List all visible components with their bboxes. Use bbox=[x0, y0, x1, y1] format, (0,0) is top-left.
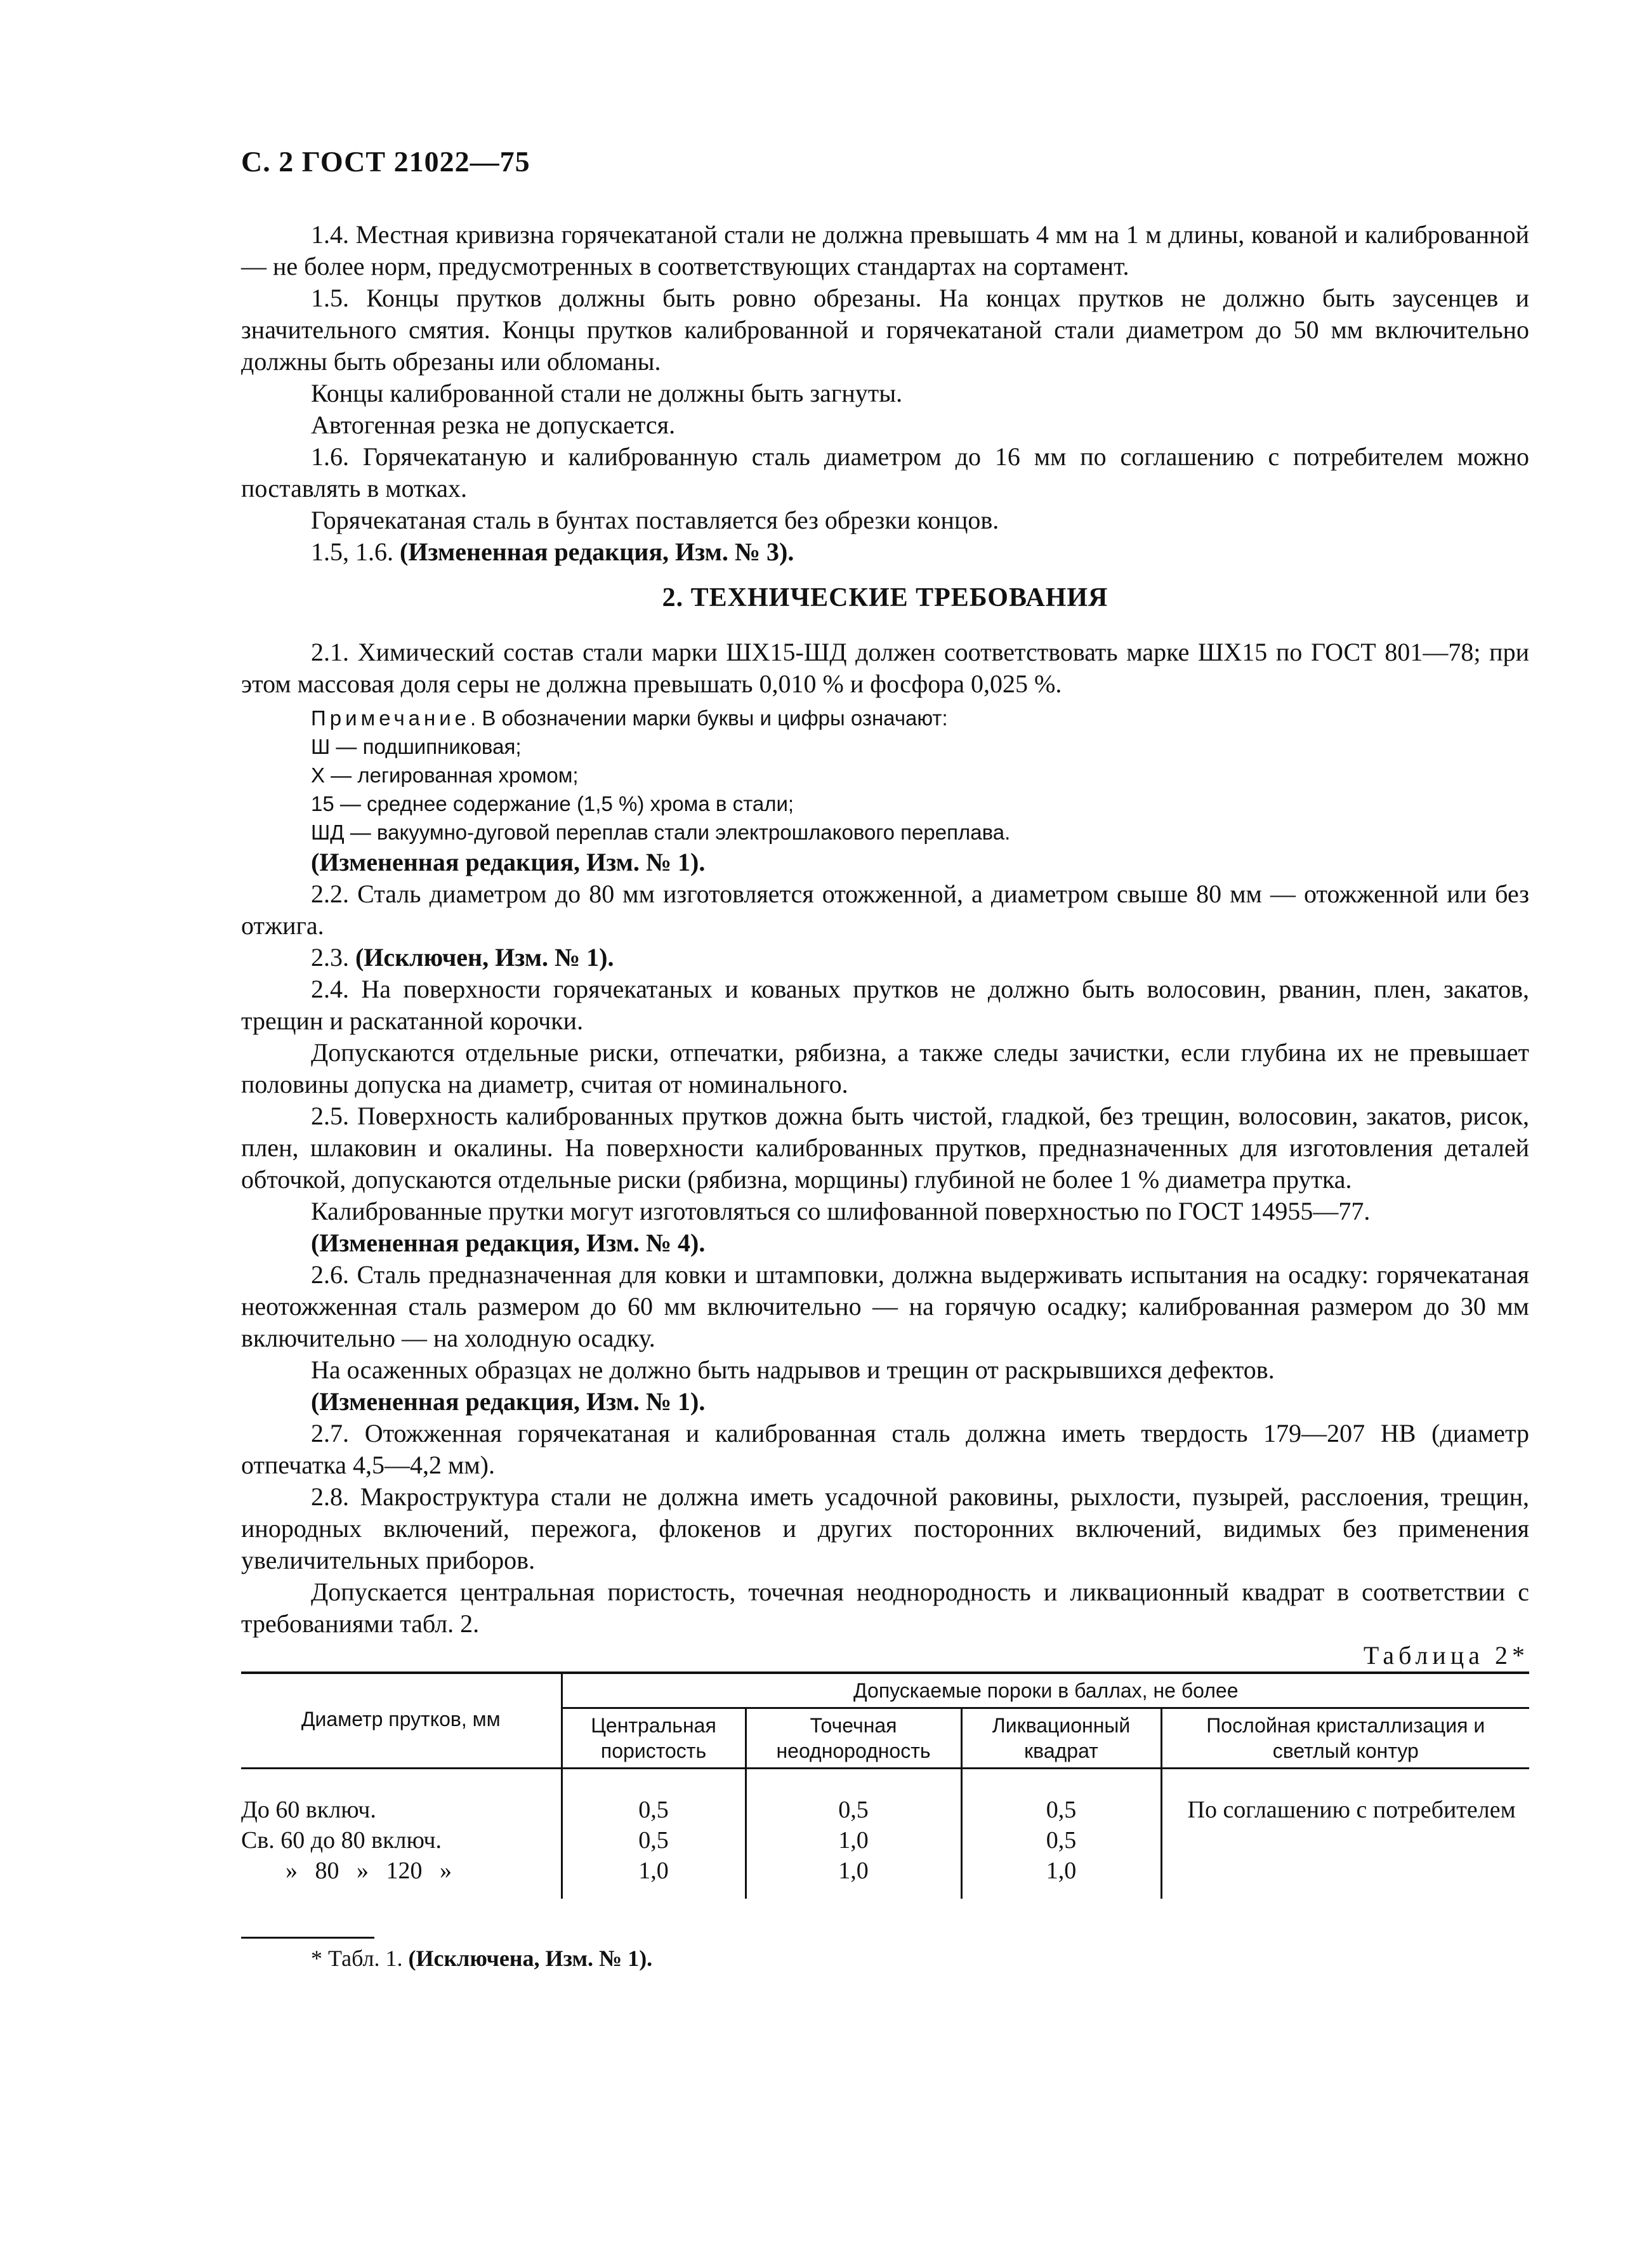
table-col-diameter bbox=[241, 1769, 562, 1899]
paragraph-2-6-samples: На осаженных образцах не должно быть надрывов и трещин от раскрывшихся дефектов. bbox=[311, 1355, 1275, 1384]
paragraph-2-7: 2.7. Отожженная горячекатаная и калиброванная сталь должна иметь твердость 179—207 НВ (диаметр отпечатка 4,5—4,2 мм). bbox=[241, 1419, 1529, 1479]
paragraph-2-3-prefix: 2.3. bbox=[311, 943, 355, 972]
paragraph-1-4: 1.4. Местная кривизна горячекатаной стали не должна превышать 4 мм на 1 м длины, кованой и калиброванной — не более норм, предусмотренных в соответствующих стандартах на сортамент. bbox=[241, 220, 1529, 280]
paragraph-1-6: 1.6. Горячекатаную и калиброванную сталь диаметром до 16 мм по соглашению с потребителем можно поставлять в мотках. bbox=[241, 442, 1529, 503]
paragraph-2-2: 2.2. Сталь диаметром до 80 мм изготовляется отожженной, а диаметром свыше 80 мм — отожженной или без отжига. bbox=[241, 880, 1529, 940]
change-note-izm4 bbox=[241, 1227, 1529, 1259]
note-text: . В обозначении марки буквы и цифры означают: bbox=[470, 706, 948, 730]
note-heading bbox=[241, 704, 1529, 732]
footnote-prefix: * Табл. 1. bbox=[311, 1946, 409, 1971]
table-col-point-heterogeneity bbox=[746, 1769, 961, 1899]
section-2-title: 2. ТЕХНИЧЕСКИЕ ТРЕБОВАНИЯ bbox=[662, 583, 1108, 612]
table-cell-value: 0,5 bbox=[1046, 1797, 1077, 1823]
table-cell-value: 1,0 bbox=[638, 1857, 669, 1884]
change-note-izm1-b bbox=[241, 1386, 1529, 1418]
table-cell-value: 0,5 bbox=[838, 1797, 869, 1823]
paragraph-1-5-ends: Концы калиброванной стали не должны быть загнуты. bbox=[311, 379, 903, 407]
footnote-bold: (Исключена, Изм. № 1). bbox=[408, 1946, 653, 1971]
change-note-izm1-a-text: (Измененная редакция, Изм. № 1). bbox=[311, 848, 706, 876]
note-line-15: 15 — среднее содержание (1,5 %) хрома в стали; bbox=[311, 792, 794, 815]
change-note-izm1-a bbox=[241, 847, 1529, 878]
page-header: С. 2 ГОСТ 21022—75 bbox=[241, 145, 530, 178]
paragraph-2-5-ground: Калиброванные прутки могут изготовляться со шлифованной поверхностью по ГОСТ 14955—77. bbox=[311, 1197, 1371, 1225]
table-cell-diameter: » 80 » 120 » bbox=[286, 1857, 452, 1884]
table-header-point-heterogeneity: Точечная неоднородность bbox=[746, 1708, 961, 1769]
table-header-row-1 bbox=[241, 1673, 1529, 1708]
table-2-caption: Таблица 2* bbox=[1363, 1641, 1529, 1670]
change-note-izm4-text: (Измененная редакция, Изм. № 4). bbox=[311, 1229, 706, 1257]
table-cell-value: 0,5 bbox=[1046, 1827, 1077, 1854]
table-cell-diameter: Св. 60 до 80 включ. bbox=[241, 1827, 442, 1854]
table-header-segregation-square: Ликвационный квадрат bbox=[961, 1708, 1161, 1769]
table-cell-value: 0,5 bbox=[638, 1797, 669, 1823]
paragraph-1-5-cutting: Автогенная резка не допускается. bbox=[311, 411, 676, 439]
paragraph-1-5: 1.5. Концы прутков должны быть ровно обрезаны. На концах прутков не должно быть заусенцев и значительного смятия. Концы прутков калиброванной и горячекатаной стали диаметром до 50 мм включительно должны быть обрезаны или обломаны. bbox=[241, 284, 1529, 376]
table-body-row bbox=[241, 1769, 1529, 1899]
table-cell-value: 1,0 bbox=[838, 1857, 869, 1884]
table-header-group: Допускаемые пороки в баллах, не более bbox=[562, 1673, 1529, 1708]
paragraph-2-4: 2.4. На поверхности горячекатаных и кованых прутков не должно быть волосовин, рванин, плен, закатов, трещин и раскатанной корочки. bbox=[241, 975, 1529, 1035]
paragraph-2-1: 2.1. Химический состав стали марки ШХ15-ШД должен соответствовать марке ШХ15 по ГОСТ 801—78; при этом массовая доля серы не должна превышать 0,010 % и фосфора 0,025 %. bbox=[241, 638, 1529, 698]
footnote-separator bbox=[241, 1937, 374, 1939]
table-2 bbox=[241, 1671, 1529, 1899]
footnote bbox=[241, 1942, 1529, 1974]
table-cell-diameter: До 60 включ. bbox=[241, 1797, 376, 1823]
table-cell-agreement: По соглашению с потребителем bbox=[1187, 1797, 1516, 1823]
table-header-central-porosity: Центральная пористость bbox=[562, 1708, 746, 1769]
paragraph-2-4-allowed: Допускаются отдельные риски, отпечатки, рябизна, а также следы зачистки, если глубина их не превышает половины допуска на диаметр, считая от номинального. bbox=[241, 1038, 1529, 1098]
change-note-1-5 bbox=[241, 536, 1529, 568]
paragraph-1-6-coils: Горячекатаная сталь в бунтах поставляется без обрезки концов. bbox=[311, 506, 999, 534]
paragraph-2-8-allowed: Допускается центральная пористость, точечная неоднородность и ликвационный квадрат в соответствии с требованиями табл. 2. bbox=[241, 1578, 1529, 1638]
note-line-sh: Ш — подшипниковая; bbox=[311, 735, 522, 758]
table-col-central-porosity bbox=[562, 1769, 746, 1899]
document-body bbox=[241, 219, 1529, 1974]
table-cell-value: 1,0 bbox=[838, 1827, 869, 1854]
change-note-prefix: 1.5, 1.6. bbox=[311, 537, 400, 566]
paragraph-2-6: 2.6. Сталь предназначенная для ковки и штамповки, должна выдерживать испытания на осадку: горячекатаная неотожженная сталь размером до 60 мм включительно — на горячую осадку; калиброванная размером до 30 мм включительно — на холодную осадку. bbox=[241, 1260, 1529, 1352]
table-cell-value: 0,5 bbox=[638, 1827, 669, 1854]
table-header-layered-crystallization: Послойная кристаллизация и светлый контур bbox=[1161, 1708, 1529, 1769]
table-cell-value: 1,0 bbox=[1046, 1857, 1077, 1884]
table-header-diameter: Диаметр прутков, мм bbox=[241, 1673, 562, 1769]
note-label: Примечание bbox=[311, 706, 471, 730]
change-note-bold: (Измененная редакция, Изм. № 3). bbox=[400, 537, 794, 566]
paragraph-2-3 bbox=[241, 942, 1529, 973]
paragraph-2-8: 2.8. Макроструктура стали не должна иметь усадочной раковины, рыхлости, пузырей, расслоения, трещин, инородных включений, пережога, флокенов и других посторонних включений, видимых без применения увеличительных приборов. bbox=[241, 1482, 1529, 1574]
note-block bbox=[241, 704, 1529, 847]
table-col-layered-crystallization bbox=[1161, 1769, 1529, 1899]
paragraph-2-5: 2.5. Поверхность калиброванных прутков дожна быть чистой, гладкой, без трещин, волосовин, закатов, рисок, плен, шлаковин и окалины. На поверхности калиброванных прутков, предназначенных для изготовления деталей обточкой, допускаются отдельные риски (рябизна, морщины) глубиной не более 1 % диаметра прутка. bbox=[241, 1102, 1529, 1194]
note-line-shd: ШД — вакуумно-дуговой переплав стали электрошлакового переплава. bbox=[311, 821, 1011, 844]
paragraph-2-3-bold: (Исключен, Изм. № 1). bbox=[355, 943, 614, 972]
note-line-kh: Х — легированная хромом; bbox=[311, 763, 579, 787]
change-note-izm1-b-text: (Измененная редакция, Изм. № 1). bbox=[311, 1387, 706, 1416]
table-col-segregation-square bbox=[961, 1769, 1161, 1899]
